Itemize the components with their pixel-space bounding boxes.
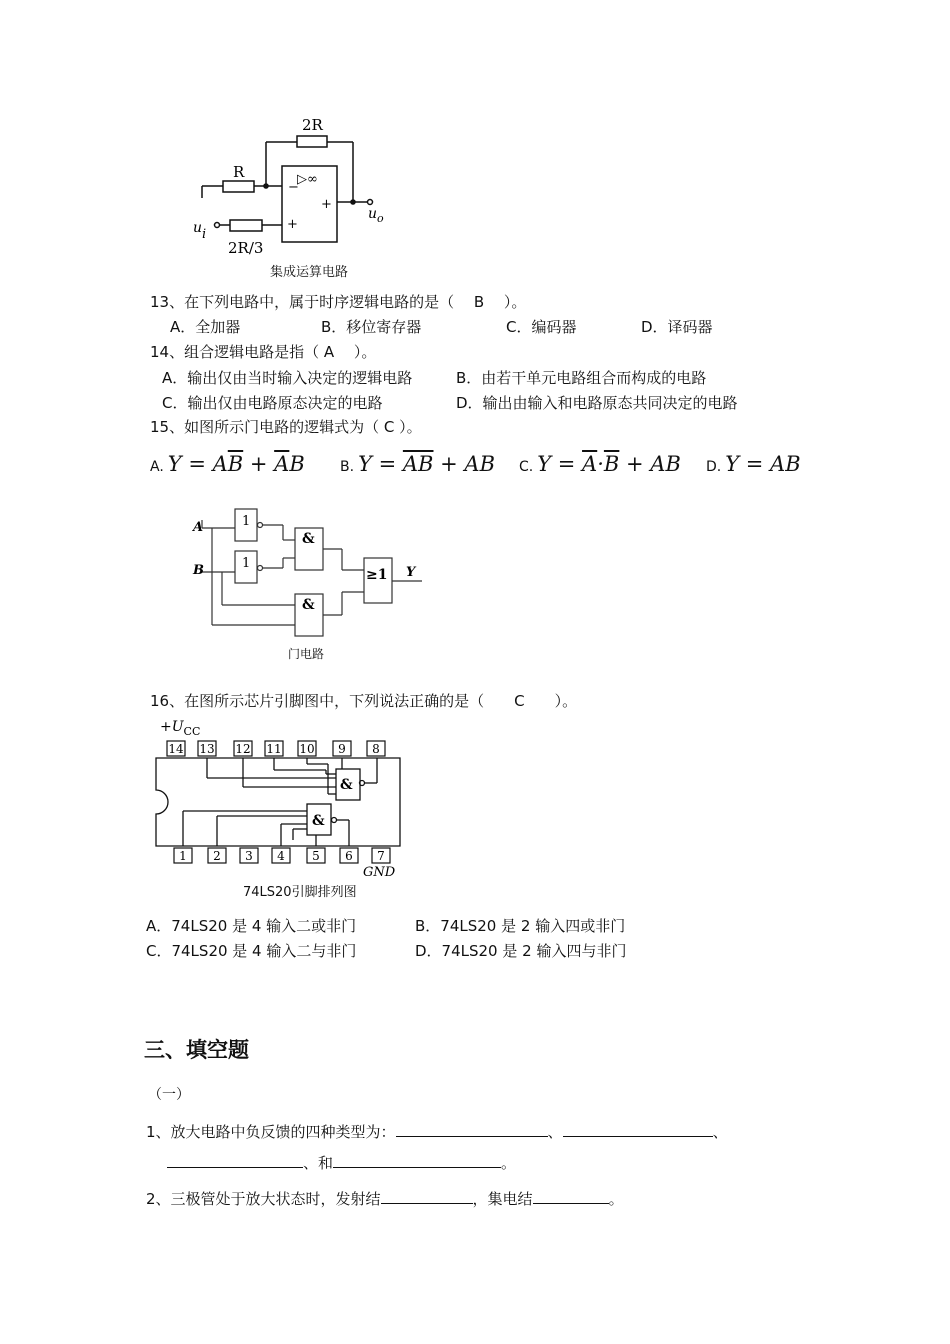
q16-stem: 16、在图所示芯片引脚图中，下列说法正确的是（ C ）。: [150, 692, 578, 710]
q15-option-d-label: D.: [706, 459, 722, 475]
q15-option-d-formula: D. Y = AB: [706, 452, 801, 476]
input-resistor-label: R: [233, 163, 245, 181]
chip-pinout-figure: [150, 712, 410, 880]
q14-option-a: A．输出仅由当时输入决定的逻辑电路: [162, 369, 413, 387]
fill-q2-text: 2、三极管处于放大状态时，发射结: [146, 1190, 381, 1208]
pin-3: 3: [245, 849, 253, 863]
pin-6: 6: [345, 849, 353, 863]
not-gate-2-label: 1: [242, 556, 251, 571]
not-gate-1-label: 1: [242, 514, 251, 529]
opamp-symbol: ▷∞: [297, 172, 318, 187]
gate-input-b-label: B: [193, 563, 204, 578]
fill-q1-text: 1、放大电路中负反馈的四种类型为：: [146, 1123, 396, 1141]
q15-option-b-label: B.: [340, 459, 355, 475]
q13-option-b: B．移位寄存器: [321, 318, 422, 336]
gate-input-a-label: A: [193, 520, 204, 535]
upper-gate-and-label: &: [340, 777, 353, 793]
fill-q1-blank-4[interactable]: [333, 1152, 501, 1168]
pin-11: 11: [266, 742, 282, 756]
fill-q2-blank-1[interactable]: [381, 1188, 473, 1204]
noninverting-input-sign: +: [287, 217, 298, 232]
q16-option-d: D．74LS20 是 2 输入四与非门: [415, 942, 627, 960]
pin-5: 5: [312, 849, 320, 863]
pin-7: 7: [377, 849, 385, 863]
pin-4: 4: [277, 849, 285, 863]
q15-option-a-formula: A. $Y = A\overline{B} + \overline{A}B$: [150, 452, 305, 476]
fill-question-1-line1: [146, 1121, 728, 1142]
vcc-label: $+U_{CC}$: [160, 719, 201, 738]
q13-stem: 13、在下列电路中，属于时序逻辑电路的是（ B ）。: [150, 293, 527, 311]
lower-gate-and-label: &: [312, 813, 325, 829]
q14-option-b: B．由若干单元电路组合而构成的电路: [456, 369, 707, 387]
q15-stem: 15、如图所示门电路的逻辑式为（ C ）。: [150, 418, 422, 436]
q14-stem: 14、组合逻辑电路是指（ A ）。: [150, 343, 377, 361]
q15-option-a-label: A.: [150, 459, 164, 475]
pin-8: 8: [372, 742, 380, 756]
fill-q2-end: 。: [608, 1190, 624, 1208]
opamp-figure-caption: 集成运算电路: [270, 265, 349, 280]
q15-option-c-formula: C. $Y = \overline{A}\cdot\overline{B}$ + AB: [519, 452, 681, 476]
fill-q1-blank-2[interactable]: [563, 1121, 713, 1137]
opamp-circuit-figure: [190, 110, 410, 260]
pin-13: 13: [199, 742, 215, 756]
and-gate-2-label: &: [302, 597, 315, 613]
pin-1: 1: [179, 849, 187, 863]
fill-question-1-line2: [167, 1152, 516, 1173]
section-subtitle: （一）: [148, 1087, 190, 1103]
fill-q1-and: 、和: [303, 1154, 334, 1172]
q15-option-c-label: C.: [519, 459, 534, 475]
pin-9: 9: [338, 742, 346, 756]
fill-q1-sep1: 、: [547, 1123, 563, 1141]
q16-option-c: C．74LS20 是 4 输入二与非门: [146, 942, 357, 960]
output-voltage-label: $u_o$: [368, 206, 384, 225]
pin-2: 2: [213, 849, 221, 863]
q16-option-b: B．74LS20 是 2 输入四或非门: [415, 917, 626, 935]
q16-option-a: A．74LS20 是 4 输入二或非门: [146, 917, 357, 935]
fill-q2-mid: ，集电结: [472, 1190, 533, 1208]
chip-figure-caption: 74LS20引脚排列图: [243, 885, 357, 900]
pin-14: 14: [168, 742, 184, 756]
q14-option-c: C．输出仅由电路原态决定的电路: [162, 394, 383, 412]
fill-q2-blank-2[interactable]: [533, 1188, 609, 1204]
pin-12: 12: [235, 742, 251, 756]
output-sign: +: [321, 197, 332, 212]
input-voltage-label: ui: [193, 220, 207, 242]
fill-q1-sep2: 、: [712, 1123, 728, 1141]
pin-10: 10: [299, 742, 315, 756]
q14-option-d: D．输出由输入和电路原态共同决定的电路: [456, 394, 738, 412]
gate-circuit-figure: [190, 500, 430, 648]
gate-output-y-label: Y: [406, 565, 416, 580]
balance-resistor-label: 2R/3: [228, 239, 264, 257]
or-gate-label: ≥1: [366, 567, 388, 583]
fill-q1-end: 。: [501, 1154, 517, 1172]
section-heading: 三、填空题: [144, 1038, 249, 1062]
feedback-resistor-label: 2R: [302, 116, 323, 134]
fill-q1-blank-1[interactable]: [396, 1121, 548, 1137]
fill-question-2: [146, 1188, 624, 1209]
inverting-input-sign: −: [288, 180, 299, 195]
q13-option-a: A．全加器: [170, 318, 241, 336]
gate-figure-caption: 门电路: [288, 647, 325, 661]
and-gate-1-label: &: [302, 531, 315, 547]
q13-option-d: D．译码器: [641, 318, 713, 336]
fill-q1-blank-3[interactable]: [167, 1152, 303, 1168]
q15-option-b-formula: B. $Y = \overline{AB}$ + AB: [340, 452, 496, 476]
gnd-label: GND: [363, 865, 396, 880]
q13-option-c: C．编码器: [506, 318, 577, 336]
